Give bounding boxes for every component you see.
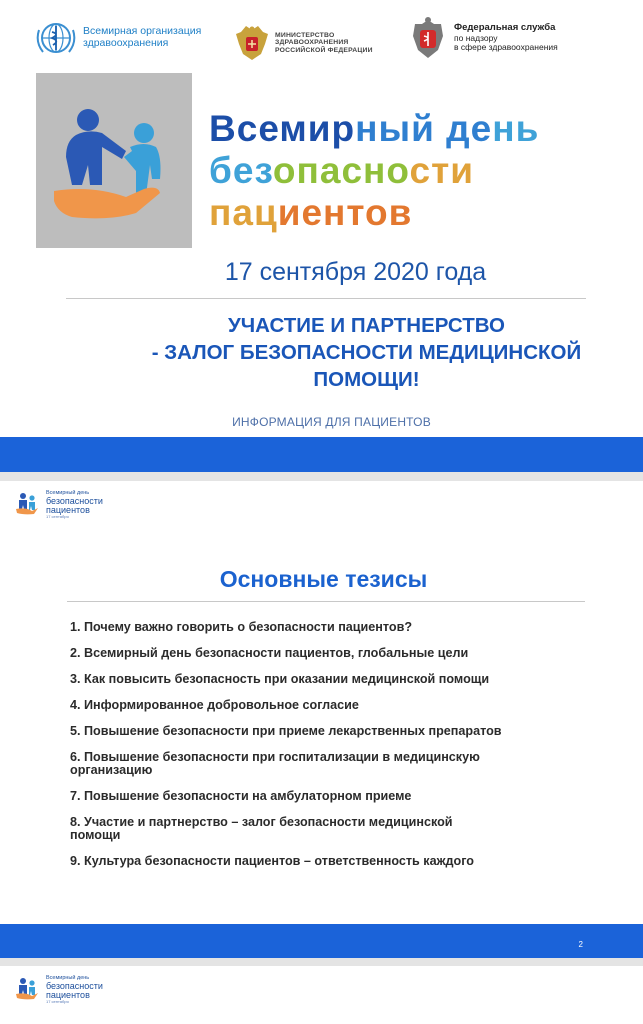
next-slide-preview <box>0 966 643 1024</box>
mini-logo-line2: безопасности <box>46 495 103 506</box>
campaign-mini-logo <box>14 976 103 1004</box>
who-name-line1: Всемирная организация <box>83 25 202 38</box>
mini-logo-line3: пациентов <box>46 989 90 1000</box>
thesis-text: 9. Культура безопасности пациентов – ответственность каждого <box>70 854 474 868</box>
thesis-text: 8. Участие и партнерство – залог безопасности медицинской <box>70 815 453 829</box>
federal-name-line2: по надзору <box>454 32 498 43</box>
caring-hand-people-icon <box>36 73 192 248</box>
ministry-name-line2: ЗДРАВООХРАНЕНИЯ <box>275 39 349 47</box>
caring-hand-people-icon <box>14 976 42 1000</box>
thesis-item <box>70 699 603 712</box>
thesis-item <box>70 725 603 738</box>
thesis-text: организацию <box>70 763 153 777</box>
mini-logo-line1: Всемирный день <box>46 490 90 496</box>
ministry-logo <box>235 24 373 62</box>
campaign-title-line-1: Всемирный день <box>209 108 540 149</box>
campaign-mini-logo <box>14 491 103 519</box>
headline-line-1: УЧАСТИЕ И ПАРТНЕРСТВО <box>228 314 505 337</box>
campaign-title-line-2: безопасности <box>209 150 474 191</box>
who-logo <box>35 20 201 56</box>
thesis-text: помощи <box>70 828 121 842</box>
patient-safety-illustration <box>36 73 192 248</box>
headline-line-3: ПОМОЩИ! <box>313 368 420 391</box>
who-name-line2: здравоохранения <box>83 37 169 49</box>
theses-list <box>70 621 603 881</box>
thesis-text: 1. Почему важно говорить о безопасности пациентов? <box>70 620 413 634</box>
patient-info-label: ИНФОРМАЦИЯ ДЛЯ ПАЦИЕНТОВ <box>232 415 431 429</box>
campaign-title-line-3: пациентов <box>209 192 413 233</box>
headline-line-2: - ЗАЛОГ БЕЗОПАСНОСТИ МЕДИЦИНСКОЙ <box>151 341 582 364</box>
roszdravnadzor-logo <box>410 16 558 60</box>
theses-slide <box>0 481 643 958</box>
thesis-item <box>70 621 603 634</box>
footer-bar <box>0 924 643 958</box>
mini-logo-line1: Всемирный день <box>46 975 90 981</box>
who-emblem-icon <box>35 20 77 56</box>
ministry-name-line1: МИНИСТЕРСТВО <box>275 31 335 39</box>
footer-bar <box>0 437 643 472</box>
caring-hand-people-icon <box>14 491 42 515</box>
federal-name-line3: в сфере здравоохранения <box>454 42 558 53</box>
thesis-text: 3. Как повысить безопасность при оказании медицинской помощи <box>70 672 490 686</box>
thesis-item <box>70 816 603 842</box>
mini-logo-line4: 17 сентября <box>46 998 69 1004</box>
mini-logo-line4: 17 сентября <box>46 513 69 519</box>
divider <box>67 601 585 602</box>
double-headed-eagle-icon <box>235 24 269 62</box>
federal-name-line1: Федеральная служба <box>454 22 556 34</box>
thesis-item <box>70 855 603 868</box>
ministry-name-line3: РОССИЙСКОЙ ФЕДЕРАЦИИ <box>275 46 373 54</box>
thesis-item <box>70 647 603 660</box>
divider <box>66 298 586 299</box>
slide-title: Основные тезисы <box>219 566 428 592</box>
mini-logo-line2: безопасности <box>46 980 103 991</box>
thesis-text: 5. Повышение безопасности при приеме лекарственных препаратов <box>70 724 502 738</box>
roszdravnadzor-emblem-icon <box>410 16 446 60</box>
thesis-text: 4. Информированное добровольное согласие <box>70 698 359 712</box>
partner-logos <box>0 10 643 70</box>
slide-headline <box>20 312 623 393</box>
thesis-text: 7. Повышение безопасности на амбулаторном приеме <box>70 789 412 803</box>
thesis-text: 2. Всемирный день безопасности пациентов, глобальные цели <box>70 646 469 660</box>
mini-logo-line3: пациентов <box>46 504 90 515</box>
thesis-item <box>70 751 603 777</box>
thesis-item <box>70 790 603 803</box>
thesis-item <box>70 673 603 686</box>
event-date: 17 сентября 2020 года <box>224 258 487 286</box>
thesis-text: 6. Повышение безопасности при госпитализации в медицинскую <box>70 750 480 764</box>
title-slide <box>0 0 643 472</box>
page-number: 2 <box>578 940 583 949</box>
